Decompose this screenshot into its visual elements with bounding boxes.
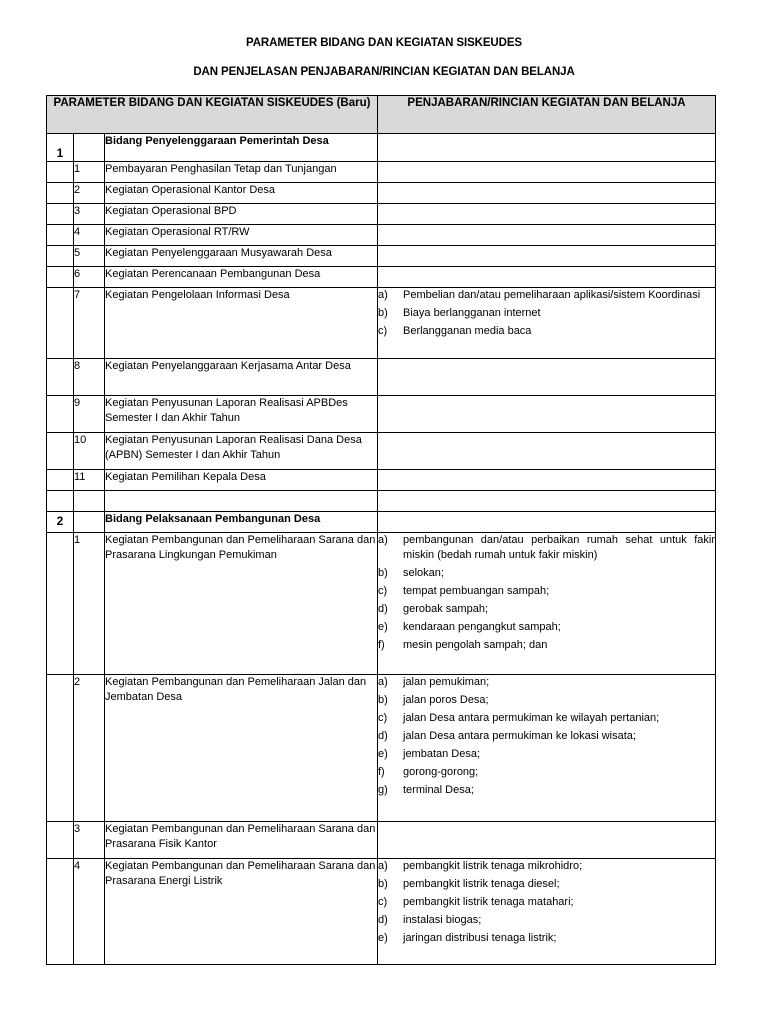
row-number: 1 [74, 533, 105, 675]
row-number: 3 [74, 822, 105, 859]
section-title: Bidang Pelaksanaan Pembangunan Desa [105, 512, 378, 533]
empty-cell [105, 491, 378, 512]
detail-letter: c) [378, 712, 388, 724]
table-row [47, 433, 716, 470]
empty-cell [47, 491, 74, 512]
detail-letter: c) [378, 585, 388, 597]
detail-item [378, 324, 715, 339]
section-detail-cell [378, 512, 716, 533]
detail-list [378, 288, 715, 339]
table-row [47, 533, 716, 675]
detail-letter: e) [378, 748, 388, 760]
empty-cell [47, 288, 74, 359]
table-row [47, 183, 716, 204]
section-detail-cell [378, 134, 716, 162]
row-number: 8 [74, 359, 105, 396]
row-number: 11 [74, 470, 105, 491]
detail-letter: b) [378, 694, 388, 706]
detail-text: jalan poros Desa; [403, 694, 489, 706]
detail-text: jaringan distribusi tenaga listrik; [403, 932, 557, 944]
detail-letter: e) [378, 932, 388, 944]
detail-letter: d) [378, 603, 388, 615]
detail-text: jalan Desa antara permukiman ke wilayah pertanian; [403, 712, 660, 724]
detail-item [378, 533, 715, 563]
detail-letter: f) [378, 639, 385, 651]
detail-list [378, 533, 715, 653]
activity-details [378, 246, 716, 267]
empty-cell [47, 204, 74, 225]
activity-details [378, 359, 716, 396]
detail-item [378, 931, 715, 946]
detail-text: Biaya berlangganan internet [403, 307, 541, 319]
detail-item [378, 566, 715, 581]
document-title: PARAMETER BIDANG DAN KEGIATAN SISKEUDES [246, 37, 522, 49]
detail-item [378, 693, 715, 708]
empty-cell [47, 433, 74, 470]
detail-text: Berlangganan media baca [403, 325, 532, 337]
detail-letter: d) [378, 730, 388, 742]
detail-letter: d) [378, 914, 388, 926]
detail-text: selokan; [403, 567, 444, 579]
detail-list [378, 859, 715, 946]
detail-text: gorong-gorong; [403, 766, 479, 778]
table-row [47, 204, 716, 225]
table-row [47, 288, 716, 359]
detail-item [378, 765, 715, 780]
activity-details [378, 267, 716, 288]
empty-cell [47, 183, 74, 204]
activity-details [378, 533, 716, 675]
detail-text: terminal Desa; [403, 784, 474, 796]
table-row [47, 470, 716, 491]
header-right: PENJABARAN/RINCIAN KEGIATAN DAN BELANJA [378, 96, 716, 134]
detail-item [378, 877, 715, 892]
detail-item [378, 895, 715, 910]
detail-letter: a) [378, 860, 388, 872]
document-subtitle: DAN PENJELASAN PENJABARAN/RINCIAN KEGIATAN DAN BELANJA [193, 66, 575, 78]
activity-name: Kegiatan Pembangunan dan Pemeliharaan Sarana dan Prasarana Lingkungan Pemukiman [105, 533, 378, 675]
detail-text: jalan Desa antara permukiman ke lokasi wisata; [403, 730, 636, 742]
activity-name: Kegiatan Operasional RT/RW [105, 225, 378, 246]
table-row [47, 822, 716, 859]
detail-list [378, 675, 715, 798]
activity-details [378, 183, 716, 204]
detail-text: pembangunan dan/atau perbaikan rumah sehat untuk fakir miskin (bedah rumah untuk fakir miskin) [403, 534, 715, 561]
activity-details [378, 433, 716, 470]
detail-text: Pembelian dan/atau pemeliharaan aplikasi/sistem Koordinasi [403, 289, 701, 301]
empty-cell [47, 675, 74, 822]
activity-name: Kegiatan Pembangunan dan Pemeliharaan Sarana dan Prasarana Energi Listrik [105, 859, 378, 965]
detail-item [378, 859, 715, 874]
activity-name: Kegiatan Penyusunan Laporan Realisasi Dana Desa (APBN) Semester I dan Akhir Tahun [105, 433, 378, 470]
detail-letter: b) [378, 307, 388, 319]
detail-text: kendaraan pengangkut sampah; [403, 621, 561, 633]
row-number: 1 [74, 162, 105, 183]
table-row [47, 675, 716, 822]
detail-item [378, 783, 715, 798]
activity-name: Kegiatan Pembangunan dan Pemeliharaan Sarana dan Prasarana Fisik Kantor [105, 822, 378, 859]
section-title: Bidang Penyelenggaraan Pemerintah Desa [105, 134, 378, 162]
table-row [47, 162, 716, 183]
detail-item [378, 711, 715, 726]
row-number: 2 [74, 183, 105, 204]
detail-item [378, 306, 715, 321]
row-number: 10 [74, 433, 105, 470]
row-number: 6 [74, 267, 105, 288]
activity-details [378, 204, 716, 225]
empty-cell [47, 533, 74, 675]
detail-item [378, 602, 715, 617]
table-row [47, 396, 716, 433]
detail-item [378, 913, 715, 928]
detail-letter: a) [378, 289, 388, 301]
table-row [47, 225, 716, 246]
activity-name: Kegiatan Operasional Kantor Desa [105, 183, 378, 204]
row-number: 4 [74, 225, 105, 246]
detail-letter: e) [378, 621, 388, 633]
parameter-table [46, 95, 716, 965]
header-left: PARAMETER BIDANG DAN KEGIATAN SISKEUDES (Baru) [47, 96, 378, 134]
empty-cell [74, 491, 105, 512]
empty-cell [47, 225, 74, 246]
table-row [47, 859, 716, 965]
activity-name: Kegiatan Pemilihan Kepala Desa [105, 470, 378, 491]
detail-text: gerobak sampah; [403, 603, 488, 615]
detail-letter: b) [378, 878, 388, 890]
detail-text: pembangkit listrik tenaga matahari; [403, 896, 574, 908]
section-empty-cell [74, 512, 105, 533]
detail-letter: c) [378, 896, 388, 908]
table-row [47, 359, 716, 396]
section-empty-cell [74, 134, 105, 162]
empty-cell [47, 162, 74, 183]
activity-name: Kegiatan Pembangunan dan Pemeliharaan Jalan dan Jembatan Desa [105, 675, 378, 822]
section-row [47, 134, 716, 162]
detail-item [378, 584, 715, 599]
detail-letter: c) [378, 325, 388, 337]
activity-details [378, 162, 716, 183]
detail-item [378, 638, 715, 653]
section-number: 1 [47, 134, 74, 162]
table-row [47, 246, 716, 267]
detail-item [378, 620, 715, 635]
empty-cell [47, 267, 74, 288]
section-number: 2 [47, 512, 74, 533]
blank-row [47, 491, 716, 512]
detail-letter: b) [378, 567, 388, 579]
activity-name: Kegiatan Pengelolaan Informasi Desa [105, 288, 378, 359]
detail-text: jembatan Desa; [403, 748, 481, 760]
empty-cell [47, 246, 74, 267]
detail-item [378, 288, 715, 303]
activity-name: Kegiatan Penyusunan Laporan Realisasi APBDes Semester I dan Akhir Tahun [105, 396, 378, 433]
detail-text: tempat pembuangan sampah; [403, 585, 550, 597]
row-number: 5 [74, 246, 105, 267]
detail-letter: g) [378, 784, 388, 796]
row-number: 3 [74, 204, 105, 225]
detail-letter: f) [378, 766, 385, 778]
empty-cell [47, 859, 74, 965]
detail-item [378, 747, 715, 762]
detail-text: pembangkit listrik tenaga diesel; [403, 878, 560, 890]
detail-text: pembangkit listrik tenaga mikrohidro; [403, 860, 583, 872]
table-body [47, 134, 716, 965]
row-number: 2 [74, 675, 105, 822]
empty-cell [47, 470, 74, 491]
empty-cell [47, 396, 74, 433]
activity-details [378, 859, 716, 965]
activity-details [378, 225, 716, 246]
table-row [47, 267, 716, 288]
detail-text: mesin pengolah sampah; dan [403, 639, 548, 651]
activity-details [378, 470, 716, 491]
activity-details [378, 396, 716, 433]
row-number: 7 [74, 288, 105, 359]
activity-details [378, 675, 716, 822]
detail-item [378, 675, 715, 690]
activity-name: Pembayaran Penghasilan Tetap dan Tunjangan [105, 162, 378, 183]
activity-name: Kegiatan Penyelenggaraan Musyawarah Desa [105, 246, 378, 267]
detail-letter: a) [378, 676, 388, 688]
row-number: 9 [74, 396, 105, 433]
activity-details [378, 288, 716, 359]
activity-details [378, 822, 716, 859]
row-number: 4 [74, 859, 105, 965]
detail-text: instalasi biogas; [403, 914, 482, 926]
detail-text: jalan pemukiman; [403, 676, 490, 688]
activity-name: Kegiatan Perencanaan Pembangunan Desa [105, 267, 378, 288]
detail-item [378, 729, 715, 744]
activity-name: Kegiatan Operasional BPD [105, 204, 378, 225]
empty-cell [47, 822, 74, 859]
section-row [47, 512, 716, 533]
empty-cell [378, 491, 716, 512]
empty-cell [47, 359, 74, 396]
detail-letter: a) [378, 534, 388, 546]
activity-name: Kegiatan Penyelanggaraan Kerjasama Antar Desa [105, 359, 378, 396]
